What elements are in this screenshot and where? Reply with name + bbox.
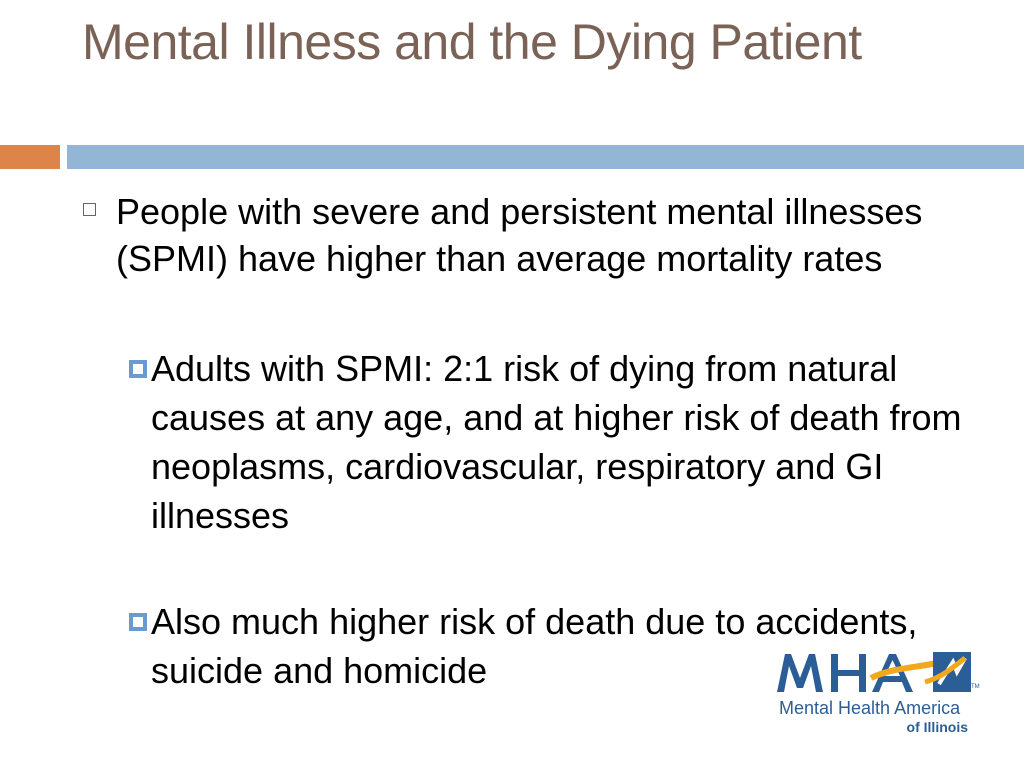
slide-title: Mental Illness and the Dying Patient	[82, 14, 862, 70]
sub-bullet-text: Also much higher risk of death due to accidents, suicide and homicide	[151, 601, 918, 691]
square-bullet-icon	[83, 203, 96, 216]
trademark-mark: TM	[971, 684, 980, 690]
sub-bullet-text: Adults with SPMI: 2:1 risk of dying from natural causes at any age, and at higher risk of death from neoplasms, cardiovascular, respiratory and GI illnesses	[151, 348, 962, 536]
logo-line-2: of Illinois	[906, 719, 968, 735]
mha-logo	[775, 648, 980, 738]
logo-line-1: Mental Health America	[779, 698, 961, 718]
mha-logo-mark-icon	[775, 648, 980, 696]
bullet-text: People with severe and persistent mental illnesses (SPMI) have higher than average mortality rates	[116, 191, 923, 279]
bullet-item	[116, 188, 996, 282]
sub-bullet-icon	[129, 360, 147, 378]
sub-bullet-item	[151, 344, 991, 540]
sub-bullet-icon	[129, 613, 147, 631]
